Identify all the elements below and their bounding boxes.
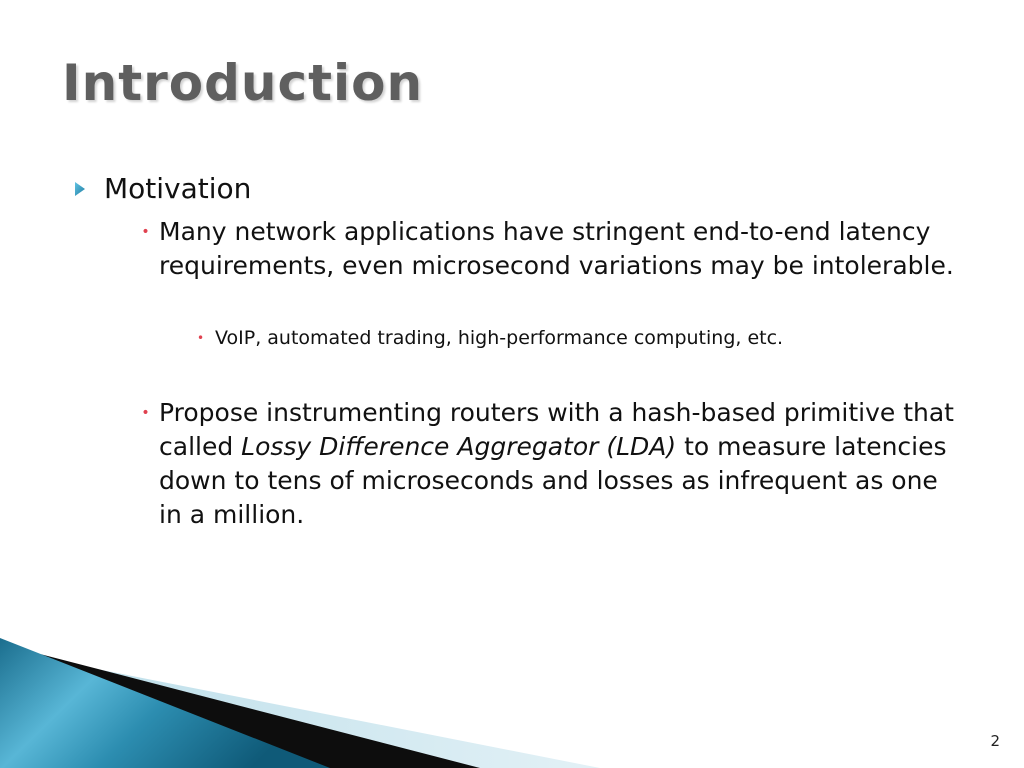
proposal-text-after: to measure latencies down to tens of microseconds and losses as infrequent as one in a million. — [159, 432, 947, 529]
slide-title: Introduction — [62, 54, 424, 112]
page-number: 2 — [990, 732, 1000, 750]
bullet-dot-icon: • — [141, 224, 150, 240]
bullet-dot-icon: • — [141, 405, 150, 421]
bullet-level3 — [186, 324, 783, 352]
bullet-level1 — [74, 172, 251, 206]
proposal-text-before: Propose instrumenting routers with a hash-based primitive that called — [159, 398, 954, 461]
bullet-text-examples: VoIP, automated trading, high-performance computing, etc. — [215, 327, 784, 349]
bullet-text-latency: Many network applications have stringent end-to-end latency requirements, even microsecond variations may be intolerable. — [159, 217, 954, 280]
lda-term: Lossy Difference Aggregator (LDA) — [241, 432, 677, 461]
footer-swoosh-decoration — [0, 638, 1024, 768]
bullet-text-proposal — [159, 396, 962, 532]
bullet-level2-second — [132, 396, 962, 532]
bullet-level2-first — [132, 215, 962, 283]
motivation-heading: Motivation — [104, 172, 252, 205]
triangle-arrow-icon — [74, 172, 104, 206]
bullet-dot-icon: • — [196, 331, 205, 345]
